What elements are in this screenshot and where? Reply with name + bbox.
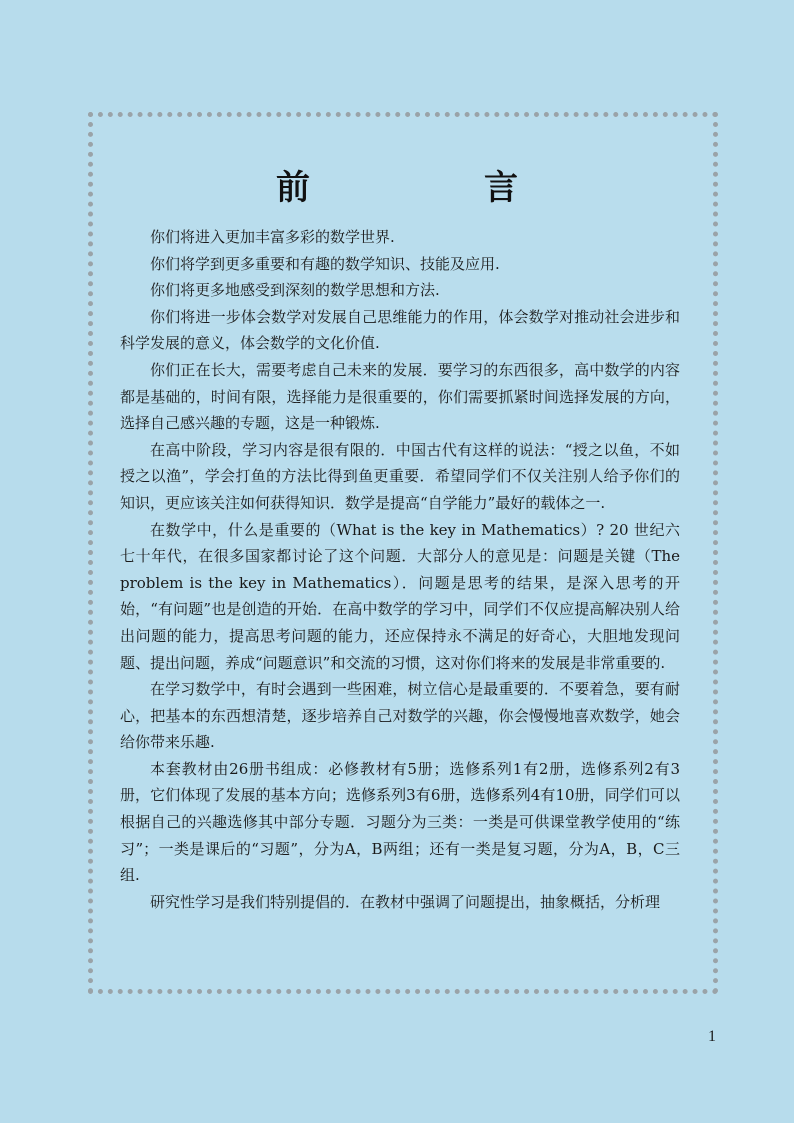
page-number: 1 bbox=[708, 1028, 716, 1045]
paragraph: 在数学中，什么是重要的（What is the key in Mathematics）? 20 世纪六七十年代，在很多国家都讨论了这个问题．大部分人的意见是：问题是关键（The problem is the key in Mathematics）．问题是思考的结果，是深入思考的开始，“有问题”也是创造的开始．在高中数学的学习中，同学们不仅应提高解决别人给出问题的能力，提高思考问题的能力，还应保持永不满足的好奇心，大胆地发现问题、提出问题，养成“问题意识”和交流的习惯，这对你们将来的发展是非常重要的. bbox=[120, 520, 680, 672]
page-title: 前 言 bbox=[276, 168, 588, 208]
paragraph: 你们正在长大，需要考虑自己未来的发展．要学习的东西很多，高中数学的内容都是基础的，时间有限，选择能力是很重要的，你们需要抓紧时间选择发展的方向，选择自己感兴趣的专题，这是一种锻炼. bbox=[120, 360, 680, 433]
paragraph: 你们将进一步体会数学对发展自己思维能力的作用，体会数学对推动社会进步和科学发展的意义，体会数学的文化价值. bbox=[120, 307, 680, 353]
paragraph: 本套教材由26册书组成：必修教材有5册；选修系列1有2册，选修系列2有3册，它们体现了发展的基本方向；选修系列3有6册，选修系列4有10册，同学们可以根据自己的兴趣选修其中部分专题．习题分为三类：一类是可供课堂教学使用的“练习”；一类是课后的“习题”，分为A，B两组；还有一类是复习题，分为A，B，C三组. bbox=[120, 759, 680, 885]
paragraph: 你们将更多地感受到深刻的数学思想和方法. bbox=[150, 281, 440, 300]
paragraph: 研究性学习是我们特别提倡的．在教材中强调了问题提出，抽象概括，分析理 bbox=[150, 892, 661, 911]
paragraph: 在高中阶段，学习内容是很有限的．中国古代有这样的说法：“授之以鱼，不如授之以渔”，学会打鱼的方法比得到鱼更重要．希望同学们不仅关注别人给予你们的知识，更应该关注如何获得知识．数学是提高“自学能力”最好的载体之一. bbox=[120, 440, 680, 512]
paragraph: 你们将学到更多重要和有趣的数学知识、技能及应用. bbox=[150, 254, 500, 273]
preface-body bbox=[120, 224, 680, 915]
paragraph: 你们将进入更加丰富多彩的数学世界. bbox=[150, 228, 395, 246]
paragraph: 在学习数学中，有时会遇到一些困难，树立信心是最重要的．不要着急，要有耐心，把基本的东西想清楚，逐步培养自己对数学的兴趣，你会慢慢地喜欢数学，她会给你带来乐趣. bbox=[120, 680, 680, 752]
